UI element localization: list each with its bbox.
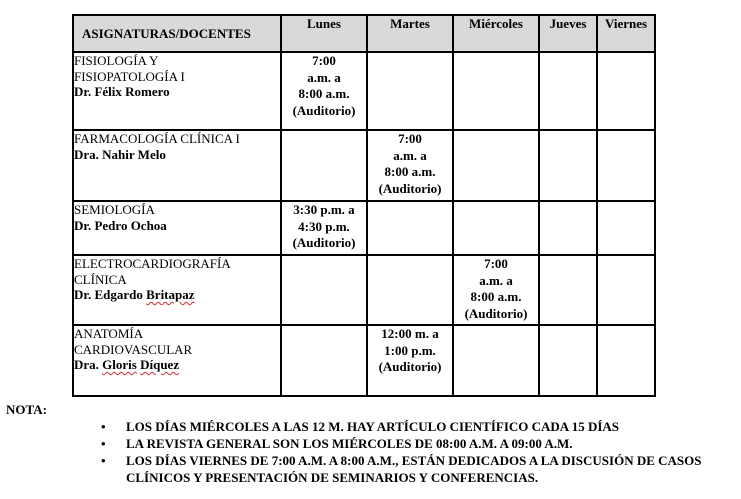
nota-text: LOS DÍAS MIÉRCOLES A LAS 12 M. HAY ARTÍCULO CIENTÍFICO CADA 15 DÍAS — [126, 419, 620, 434]
schedule-cell — [597, 255, 655, 325]
schedule-cell — [597, 201, 655, 255]
teacher-name: Dra. Nahir Melo — [74, 146, 166, 162]
header-thursday: Jueves — [539, 15, 597, 52]
nota-item — [101, 418, 738, 435]
header-wednesday: Miércoles — [453, 15, 539, 52]
schedule-time: (Auditorio) — [292, 235, 356, 250]
schedule-time: 8:00 a.m. — [384, 164, 436, 179]
nota-item — [101, 435, 738, 452]
schedule-cell — [367, 130, 453, 201]
schedule-cell — [367, 325, 453, 396]
schedule-time: 8:00 a.m. — [470, 289, 522, 304]
schedule-time: 4:30 p.m. — [298, 218, 350, 234]
schedule-row — [73, 255, 655, 325]
schedule-cell — [539, 52, 597, 130]
schedule-cell — [597, 130, 655, 201]
nota-item — [101, 452, 738, 486]
schedule-cell — [453, 52, 539, 130]
schedule-cell — [539, 201, 597, 255]
schedule-time: (Auditorio) — [464, 305, 528, 321]
subject-cell — [73, 52, 281, 130]
subject-name: SEMIOLOGÍA — [74, 202, 155, 217]
schedule-cell — [281, 130, 367, 201]
header-monday: Lunes — [281, 15, 367, 52]
schedule-cell — [453, 130, 539, 201]
schedule-cell — [453, 201, 539, 255]
schedule-time: a.m. a — [393, 147, 427, 163]
schedule-time: (Auditorio) — [378, 359, 442, 374]
schedule-time: 1:00 p.m. — [384, 342, 436, 358]
nota-list — [101, 418, 738, 486]
schedule-cell — [281, 52, 367, 130]
schedule-cell — [539, 325, 597, 396]
schedule-time: 12:00 m. a — [381, 326, 439, 341]
schedule-cell — [597, 325, 655, 396]
schedule-row — [73, 325, 655, 396]
schedule-cell — [281, 325, 367, 396]
subject-cell — [73, 325, 281, 396]
subject-name: FISIOPATOLOGÍA I — [74, 68, 185, 84]
schedule-time: a.m. a — [479, 272, 513, 288]
teacher-name: Dr. Edgardo Britapaz — [74, 287, 195, 302]
schedule-time: 7:00 — [484, 256, 508, 271]
header-row — [73, 15, 655, 52]
schedule-time: 8:00 a.m. — [298, 86, 350, 101]
teacher-name: Dra. Gloris Díquez — [74, 357, 180, 372]
schedule-cell — [367, 255, 453, 325]
subject-name: FISIOLOGÍA Y — [74, 53, 159, 68]
bullet-icon: • — [101, 453, 106, 468]
subject-name: ANATOMÍA — [74, 326, 144, 341]
schedule-cell — [367, 52, 453, 130]
schedule-cell — [281, 201, 367, 255]
schedule-cell — [453, 325, 539, 396]
header-subjects: ASIGNATURAS/DOCENTES — [73, 15, 281, 52]
schedule-time: 7:00 — [312, 53, 336, 68]
schedule-time: (Auditorio) — [378, 180, 442, 196]
bullet-icon: • — [101, 436, 106, 451]
nota-text: LA REVISTA GENERAL SON LOS MIÉRCOLES DE 08:00 A.M. A 09:00 A.M. — [126, 436, 573, 451]
schedule-time: 7:00 — [398, 131, 422, 146]
schedule-time: 3:30 p.m. a — [293, 202, 355, 217]
bullet-icon: • — [101, 419, 106, 434]
nota-text: LOS DÍAS VIERNES DE 7:00 A.M. A 8:00 A.M., ESTÁN DEDICADOS A LA DISCUSIÓN DE CASOS CLÍNICOS Y PRESENTACIÓN DE SEMINARIOS Y CONFERENCIAS. — [126, 453, 702, 485]
schedule-cell — [539, 255, 597, 325]
schedule-cell — [367, 201, 453, 255]
subject-cell — [73, 201, 281, 255]
schedule-row — [73, 201, 655, 255]
schedule-table — [72, 14, 656, 397]
schedule-cell — [453, 255, 539, 325]
schedule-time: a.m. a — [307, 69, 341, 85]
schedule-row — [73, 52, 655, 130]
subject-name: CARDIOVASCULAR — [74, 341, 193, 357]
subject-cell — [73, 130, 281, 201]
nota-label: NOTA: — [6, 402, 47, 417]
subject-name: CLÍNICA — [74, 271, 127, 287]
schedule-cell — [539, 130, 597, 201]
subject-name: FARMACOLOGÍA CLÍNICA I — [74, 131, 240, 146]
subject-name: ELECTROCARDIOGRAFÍA — [74, 256, 231, 271]
teacher-name: Dr. Félix Romero — [74, 84, 170, 99]
schedule-cell — [597, 52, 655, 130]
teacher-name: Dr. Pedro Ochoa — [74, 217, 167, 233]
schedule-time: (Auditorio) — [292, 102, 356, 118]
schedule-cell — [281, 255, 367, 325]
header-friday: Viernes — [597, 15, 655, 52]
header-tuesday: Martes — [367, 15, 453, 52]
schedule-row — [73, 130, 655, 201]
subject-cell — [73, 255, 281, 325]
